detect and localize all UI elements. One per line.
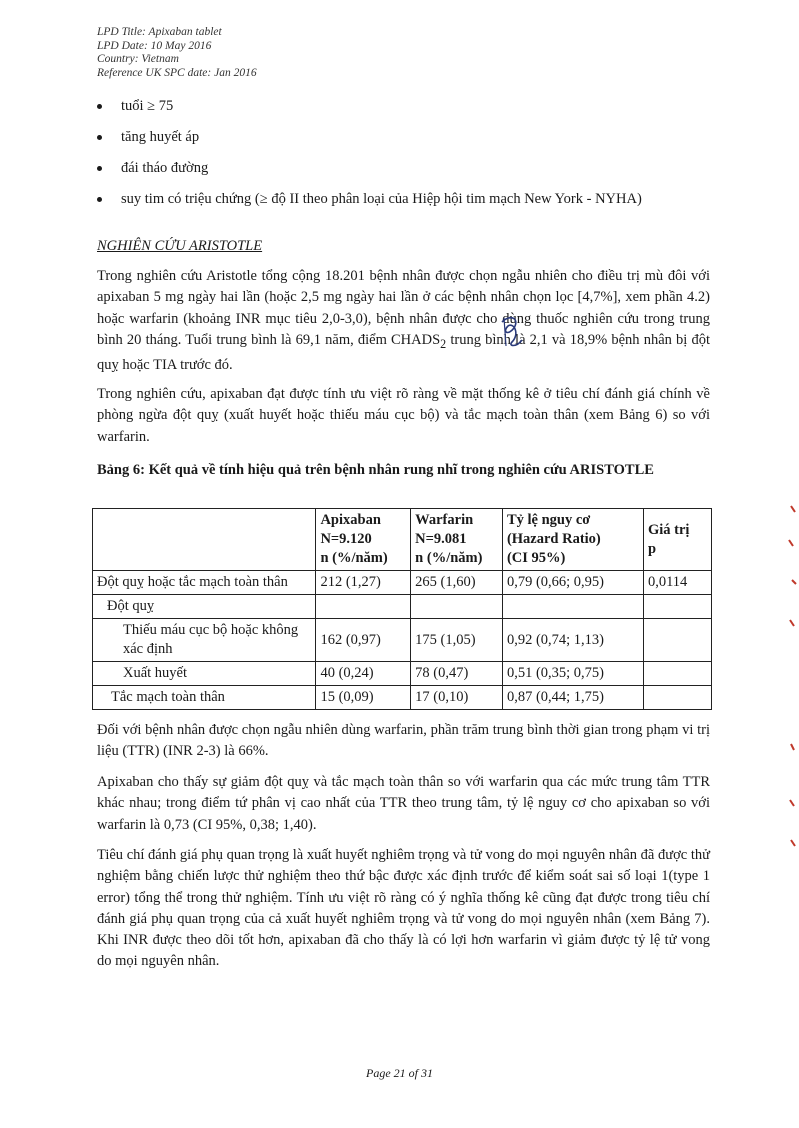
header-hazard-ratio: Tỷ lệ nguy cơ (Hazard Ratio) (CI 95%): [502, 509, 643, 571]
page-number: Page 21 of 31: [366, 1066, 433, 1080]
table-row: Đột quỵ: [93, 595, 712, 619]
document-header: [97, 26, 257, 80]
header-p-value: Giá trị p: [643, 509, 711, 571]
header-title: LPD Title: Apixaban tablet: [97, 26, 222, 38]
paragraph-ttr-quartile: Apixaban cho thấy sự giảm đột quỵ và tắc mạch toàn thân so với warfarin qua các mức trung tâm TTR khác nhau; trong điểm tứ phân vị cao nhất của TTR theo trung tâm, tỷ lệ nguy cơ cho apixaban so với warfarin là 0,73 (CI 95%, 0,38; 1,40).: [97, 774, 710, 833]
header-reference: Reference UK SPC date: Jan 2016: [97, 66, 257, 79]
header-apixaban: Apixaban N=9.120 n (%/năm): [316, 509, 411, 571]
list-item: tuổi ≥ 75: [97, 96, 717, 116]
table-row: Tắc mạch toàn thân 15 (0,09) 17 (0,10) 0,87 (0,44; 1,75): [93, 686, 712, 710]
table-row: Xuất huyết 40 (0,24) 78 (0,47) 0,51 (0,35; 0,75): [93, 662, 712, 686]
edge-stamp-marks: [785, 740, 797, 850]
header-empty-cell: [93, 509, 316, 571]
handwritten-mark: [496, 312, 532, 357]
paragraph-aristotle-intro: Trong nghiên cứu Aristotle tổng cộng 18.201 bệnh nhân được chọn ngẫu nhiên cho điều trị mù đôi với apixaban 5 mg ngày hai lần (hoặc 2,5 mg ngày hai lần ở các bệnh nhân chọn lọc [4,7%], xem phần 4.2) hoặc warfarin (khoảng INR mục tiêu 2,0-3,0), bệnh nhân được cho dùng thuốc nghiên cứu trong trung bình 20 tháng. Tuổi trung bình là 69,1 năm, điểm $CHADS_2$ trung bình là 2,1 và 18,9% bệnh nhân bị đột quỵ hoặc TIA trước đó.: [97, 268, 710, 374]
bullet-icon: [97, 197, 102, 202]
paragraph-primary-endpoint: Trong nghiên cứu, apixaban đạt được tính ưu việt rõ ràng về mặt thống kê ở tiêu chí đánh giá chính về phòng ngừa đột quỵ (xuất huyết hoặc thiếu máu cục bộ) và tắc mạch toàn thân (xem Bảng 6) so với warfarin.: [97, 386, 710, 445]
list-item: tăng huyết áp: [97, 127, 717, 147]
header-country: Country: Vietnam: [97, 53, 179, 66]
paragraph-ttr: Đối với bệnh nhân được chọn ngẫu nhiên dùng warfarin, phần trăm trung bình thời gian trong phạm vi trị liệu (TTR) (INR 2-3) là 66%.: [97, 722, 710, 760]
table-header-row: [93, 509, 712, 571]
efficacy-table: [92, 508, 712, 710]
list-item: đái tháo đường: [97, 158, 717, 178]
table-row: Thiếu máu cục bộ hoặc không xác định 162 (0,97) 175 (1,05) 0,92 (0,74; 1,13): [93, 619, 712, 662]
risk-factor-list: [97, 96, 717, 220]
bullet-icon: [97, 135, 102, 140]
table-caption: Bảng 6: Kết quả về tính hiệu quả trên bệnh nhân rung nhĩ trong nghiên cứu ARISTOTLE: [97, 462, 654, 478]
header-date: LPD Date: 10 May 2016: [97, 39, 212, 52]
list-item: suy tim có triệu chứng (≥ độ II theo phân loại của Hiệp hội tim mạch New York - NYHA): [97, 189, 717, 209]
bullet-icon: [97, 104, 102, 109]
table-row: Đột quỵ hoặc tắc mạch toàn thân 212 (1,27) 265 (1,60) 0,79 (0,66; 0,95) 0,0114: [93, 571, 712, 595]
header-warfarin: Warfarin N=9.081 n (%/năm): [411, 509, 503, 571]
bullet-icon: [97, 166, 102, 171]
paragraph-secondary-endpoints: Tiêu chí đánh giá phụ quan trọng là xuất huyết nghiêm trọng và tử vong do mọi nguyên nhân đã được thử nghiệm bằng chiến lược thử nghiệm theo thứ bậc được xác định trước để kiểm soát sai số loại 1(type 1 error) tổng thể trong thử nghiệm. Tính ưu việt rõ ràng có ý nghĩa thống kê cũng đạt được trong tiêu chí đánh giá phụ quan trọng của cả xuất huyết nghiêm trọng và tử vong do mọi nguyên nhân (xem Bảng 7). Khi INR được theo dõi tốt hơn, apixaban đã cho thấy là có lợi hơn warfarin vì giảm được tỷ lệ tử vong do mọi nguyên nhân.: [97, 847, 710, 970]
section-heading: NGHIÊN CỨU ARISTOTLE: [97, 238, 263, 254]
edge-stamp-marks: [785, 500, 797, 630]
